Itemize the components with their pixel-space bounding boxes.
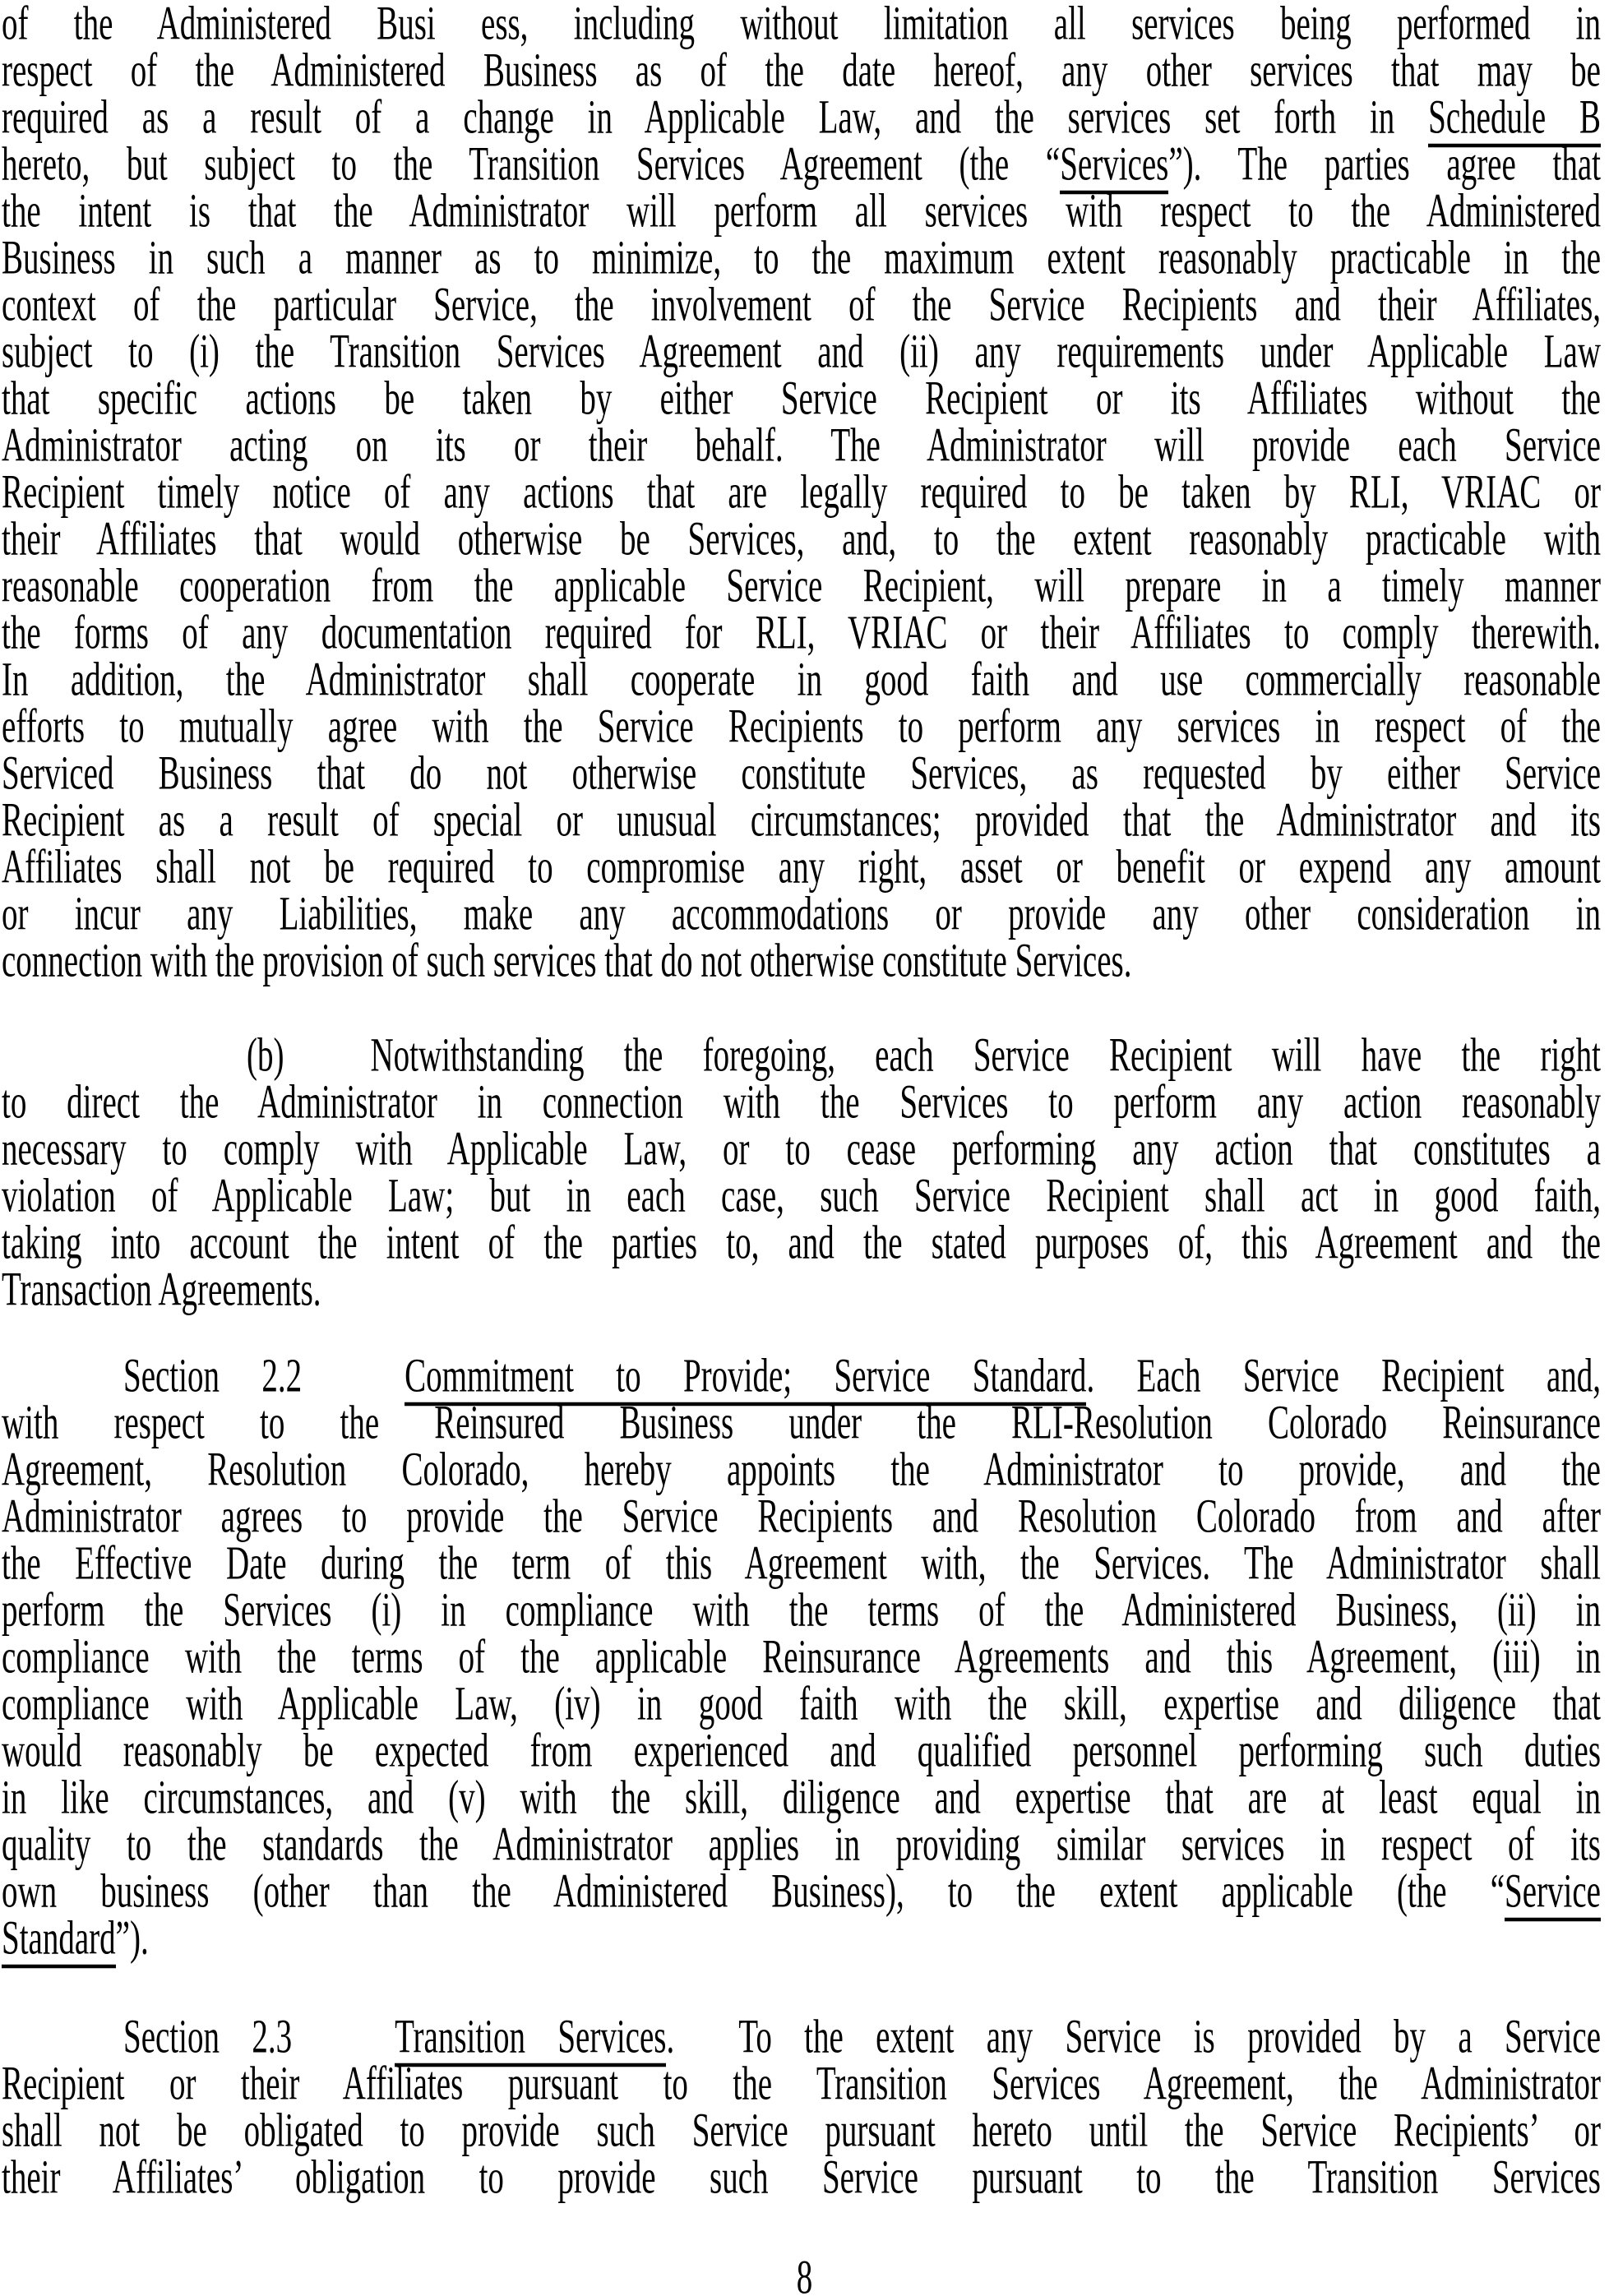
text-run: Serviced Business that do not otherwise constitute Services, as requested by either Service [2, 746, 1601, 800]
text-run: Notwithstanding the foregoing, each Service Recipient will have the right [370, 1028, 1601, 1082]
text-run: Transaction Agreements. [2, 1263, 321, 1316]
text-run: Business in such a manner as to minimize, to the maximum extent reasonably practicable in the [2, 231, 1601, 284]
underlined-term: Commitment to Provide; Service Standard [405, 1349, 1086, 1406]
text-run: ”). [115, 1911, 149, 1965]
text-run: connection with the provision of such services that do not otherwise constitute Services. [2, 934, 1132, 987]
underlined-term: Transition Services [395, 2010, 666, 2067]
text-run: would reasonably be expected from experienced and qualified personnel performing such duties [2, 1724, 1601, 1777]
text-run: hereto, but subject to the Transition Services Agreement (the “ [2, 137, 1061, 191]
underlined-term: Service [1505, 1864, 1601, 1921]
text-line [2, 1903, 1601, 1974]
text-run: Recipient as a result of special or unusual circumstances; provided that the Administrator and its [2, 793, 1601, 847]
text-run: to direct the Administrator in connection with the Services to perform any action reasonably [2, 1075, 1601, 1129]
paragraph-continuation [2, 0, 1601, 987]
text-run: Section 2.2 [123, 1349, 303, 1402]
text-run: efforts to mutually agree with the Service Recipients to perform any services in respect of the [2, 700, 1601, 753]
text-line [2, 1254, 1601, 1325]
text-run: with respect to the Reinsured Business under the RLI-Resolution Colorado Reinsurance [2, 1396, 1601, 1449]
text-run: In addition, the Administrator shall cooperate in good faith and use commercially reasonable [2, 653, 1601, 706]
text-run: necessary to comply with Applicable Law, or to cease performing any action that constitutes a [2, 1122, 1601, 1176]
text-run: respect of the Administered Business as of the date hereof, any other services that may be [2, 44, 1601, 97]
text-run: that specific actions be taken by either Service Recipient or its Affiliates without the [2, 372, 1601, 425]
text-run: their Affiliates’ obligation to provide such Service pursuant to the Transition Services [2, 2150, 1601, 2204]
underlined-term: Schedule B [1428, 90, 1601, 147]
text-run: reasonable cooperation from the applicable Service Recipient, will prepare in a timely manner [2, 559, 1601, 612]
text-line [2, 926, 1601, 996]
text-run: violation of Applicable Law; but in each case, such Service Recipient shall act in good faith, [2, 1169, 1601, 1222]
text-run: the forms of any documentation required for RLI, VRIAC or their Affiliates to comply therewith. [2, 606, 1601, 659]
text-run: context of the particular Service, the involvement of the Service Recipients and their Affiliates, [2, 278, 1601, 331]
text-run: . To the extent any Service is provided by a Service [666, 2010, 1601, 2063]
text-run: or incur any Liabilities, make any accommodations or provide any other consideration in [2, 887, 1601, 940]
section-2-3 [2, 2010, 1601, 2204]
page-number: 8 [796, 2251, 813, 2296]
text-run: their Affiliates that would otherwise be Services, and, to the extent reasonably practicable with [2, 512, 1601, 566]
text-run: subject to (i) the Transition Services Agreement and (ii) any requirements under Applicable Law [2, 325, 1601, 378]
text-run: taking into account the intent of the parties to, and the stated purposes of, this Agreement and the [2, 1216, 1601, 1269]
text-run: own business (other than the Administered Business), to the extent applicable (the “ [2, 1864, 1505, 1918]
text-run: of the Administered Busi ess, including without limitation all services being performed in [2, 0, 1601, 50]
underlined-term: Services [1060, 137, 1168, 194]
underlined-term: Standard [2, 1911, 116, 1968]
text-run: ”). The parties agree that [1168, 137, 1601, 191]
text-run: Administrator acting on its or their behalf. The Administrator will provide each Service [2, 418, 1601, 472]
text-run: the Effective Date during the term of this Agreement with, the Services. The Administrator shall [2, 1536, 1601, 1590]
text-run: Recipient timely notice of any actions that are legally required to be taken by RLI, VRIAC or [2, 465, 1601, 519]
text-run: Recipient or their Affiliates pursuant to the Transition Services Agreement, the Administrator [2, 2057, 1601, 2110]
text-run: (b) [247, 1028, 284, 1082]
text-run: quality to the standards the Administrator applies in providing similar services in respect of its [2, 1818, 1601, 1871]
text-line [2, 2142, 1601, 2213]
text-run: Agreement, Resolution Colorado, hereby appoints the Administrator to provide, and the [2, 1443, 1601, 1496]
text-run: the intent is that the Administrator will perform all services with respect to the Administered [2, 184, 1601, 238]
text-run: Section 2.3 [123, 2010, 293, 2063]
text-run: . Each Service Recipient and, [1086, 1349, 1602, 1402]
text-run: required as a result of a change in Applicable Law, and the services set forth in [2, 90, 1429, 144]
paragraph-b [2, 1028, 1601, 1316]
text-run: compliance with the terms of the applicable Reinsurance Agreements and this Agreement, (iii) in [2, 1630, 1601, 1684]
text-run: in like circumstances, and (v) with the skill, diligence and expertise that are at least equal in [2, 1771, 1601, 1824]
text-run: Affiliates shall not be required to compromise any right, asset or benefit or expend any amount [2, 840, 1601, 894]
text-run: perform the Services (i) in compliance with the terms of the Administered Business, (ii) in [2, 1583, 1601, 1637]
text-run: compliance with Applicable Law, (iv) in good faith with the skill, expertise and diligence that [2, 1677, 1601, 1730]
text-run: Administrator agrees to provide the Service Recipients and Resolution Colorado from and after [2, 1490, 1601, 1543]
text-run: shall not be obligated to provide such Service pursuant hereto until the Service Recipients’ or [2, 2104, 1601, 2157]
section-2-2 [2, 1349, 1602, 1965]
